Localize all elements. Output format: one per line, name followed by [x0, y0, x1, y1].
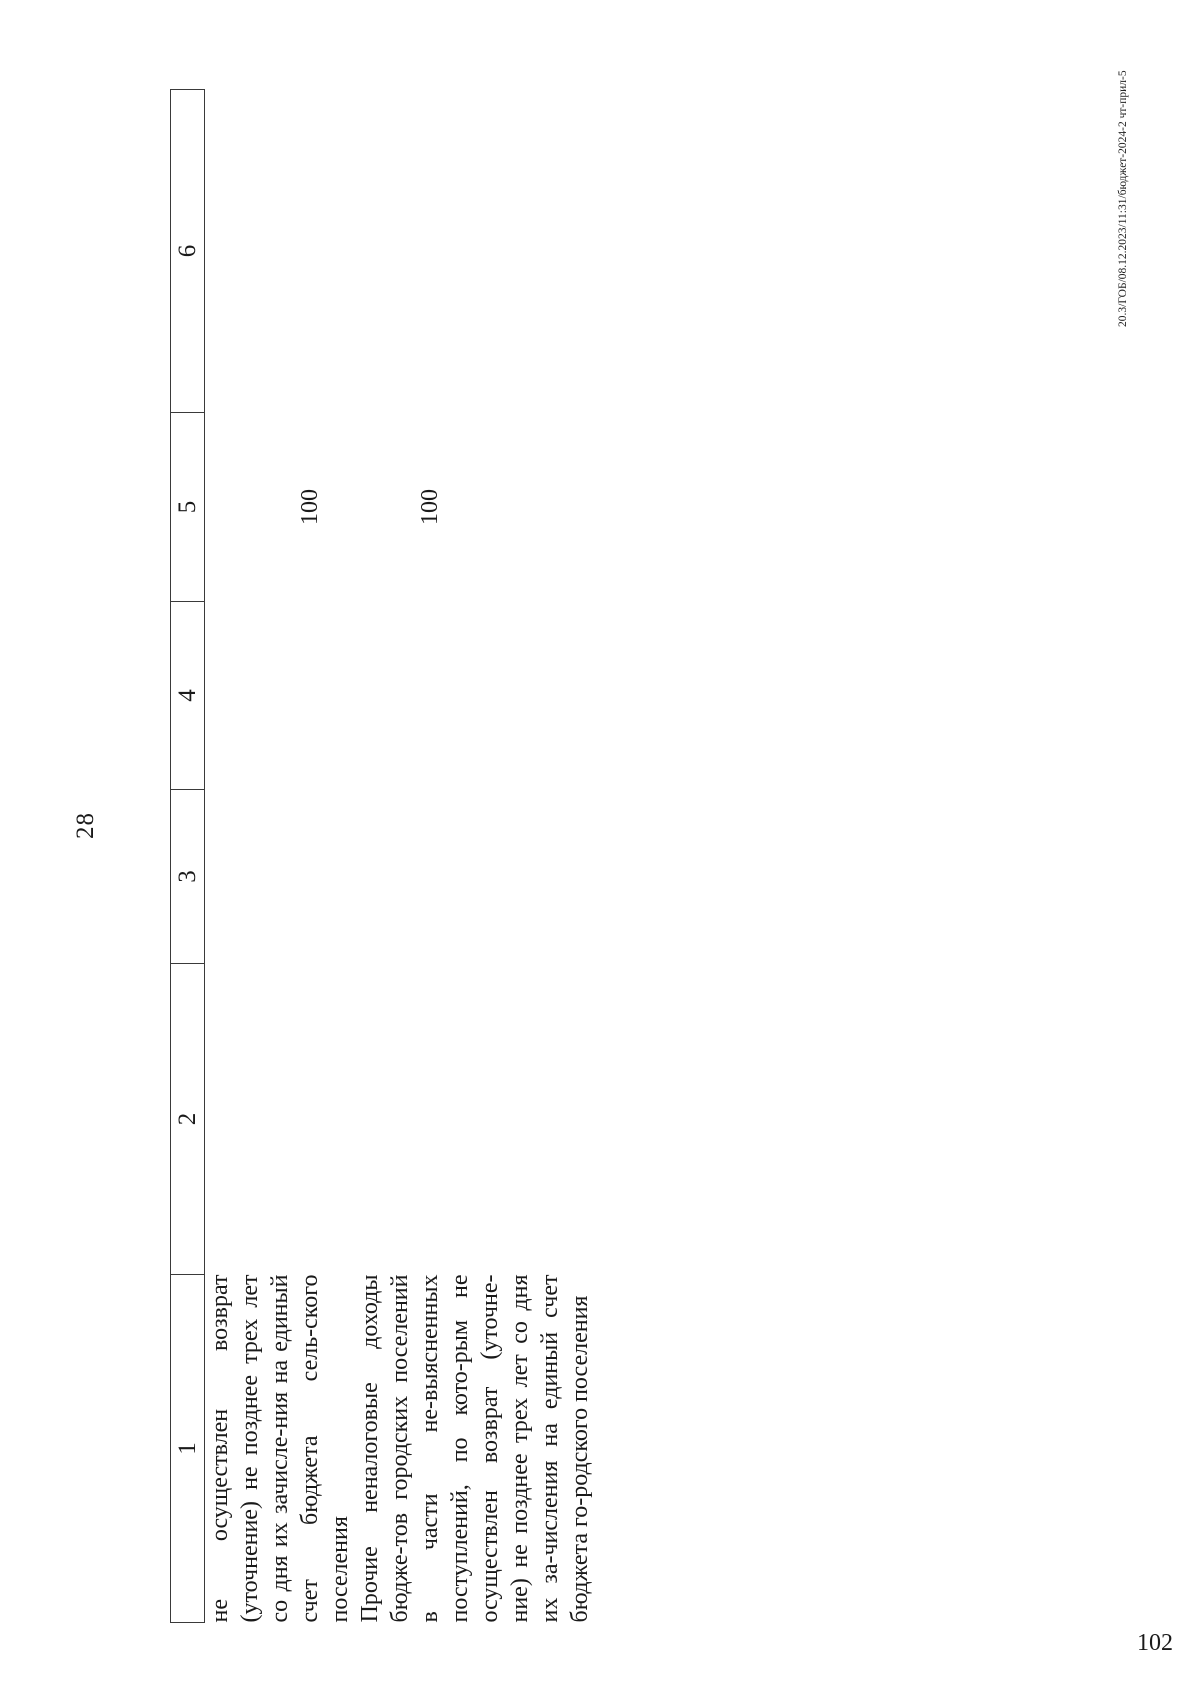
table-row [205, 90, 356, 1623]
income-table [170, 89, 595, 1623]
row-value-5: 100 [297, 489, 323, 525]
row-cell-3 [355, 790, 595, 964]
row-cell-3 [205, 790, 356, 964]
column-header-4: 4 [171, 602, 205, 790]
column-header-6: 6 [171, 90, 205, 413]
column-header-5: 5 [171, 413, 205, 602]
page-number: 28 [72, 812, 99, 839]
table-header-row [171, 90, 205, 1623]
column-header-3: 3 [171, 790, 205, 964]
row-cell-2 [205, 964, 356, 1275]
row-description: не осуществлен возврат (уточнение) не позднее трех лет со дня их зачисле-ния на единый счет бюджета сель-ского поселения [207, 1274, 353, 1623]
sheet-number: 102 [1137, 1630, 1173, 1656]
row-cell-4 [355, 602, 595, 790]
column-header-2: 2 [171, 964, 205, 1275]
table-row [355, 90, 595, 1623]
row-cell-6 [205, 90, 356, 413]
row-value-5: 100 [417, 489, 443, 525]
row-cell-4 [205, 602, 356, 790]
row-cell-2 [355, 964, 595, 1275]
document-stamp: 20.3/ГОБ/08.12.2023/11:31/бюджет-2024-2 чт-прил-5 [1117, 70, 1129, 327]
row-cell-6 [355, 90, 595, 413]
column-header-1: 1 [171, 1275, 205, 1623]
row-description: Прочие неналоговые доходы бюдже-тов городских поселений в части не-выясненных поступлений, по кото-рым не осуществлен возврат (уточне-ние) не позднее трех лет со дня их за-числения на единый счет бюджета го-родского поселения [357, 1274, 593, 1623]
